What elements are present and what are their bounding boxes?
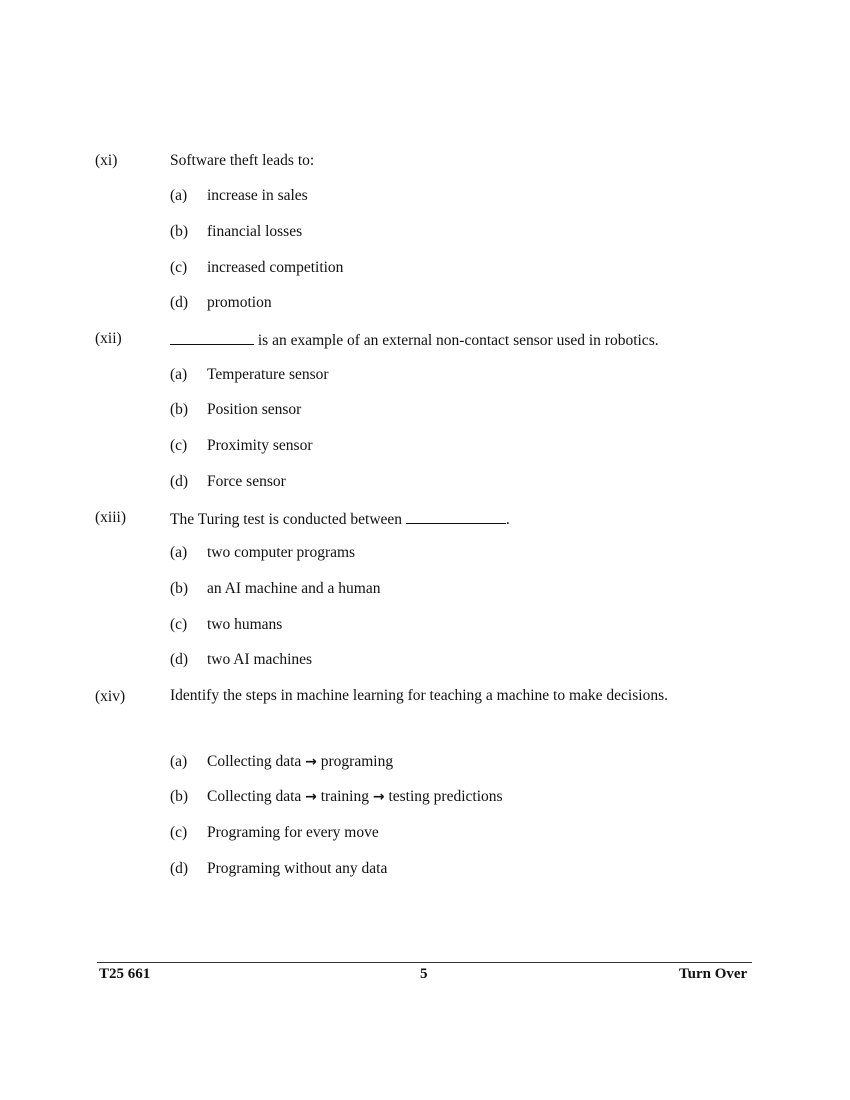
option-text: two humans — [207, 616, 283, 633]
footer-divider — [97, 962, 752, 963]
option-letter: (a) — [170, 753, 188, 770]
question-text — [170, 509, 693, 529]
arrow-right-icon: → — [305, 789, 317, 805]
option-text: an AI machine and a human — [207, 580, 381, 597]
option-text: Programing for every move — [207, 824, 379, 841]
question-number: (xiv) — [95, 688, 126, 705]
question-text — [170, 330, 693, 350]
question-text: Software theft leads to: — [170, 152, 315, 169]
option-letter: (c) — [170, 437, 188, 454]
option-text: Proximity sensor — [207, 437, 313, 454]
step-text: Collecting data — [207, 788, 302, 805]
option-letter: (c) — [170, 824, 188, 841]
answer-blank — [170, 330, 254, 345]
step-text: programing — [320, 753, 394, 770]
option-letter: (c) — [170, 259, 188, 276]
question-text-before-blank: The Turing test is conducted between — [170, 511, 403, 528]
option-letter: (d) — [170, 860, 189, 877]
question-number: (xiii) — [95, 509, 126, 526]
option-text: Position sensor — [207, 401, 302, 418]
question-text: Identify the steps in machine learning for teaching a machine to make decisions. — [170, 687, 668, 704]
option-text: increased competition — [207, 259, 344, 276]
question-number: (xii) — [95, 330, 122, 347]
question-text-after-blank: . — [505, 511, 510, 528]
option-letter: (d) — [170, 473, 189, 490]
option-letter: (b) — [170, 401, 189, 418]
option-letter: (a) — [170, 187, 188, 204]
option-letter: (b) — [170, 580, 189, 597]
option-text: increase in sales — [207, 187, 308, 204]
option-text: Temperature sensor — [207, 366, 329, 383]
option-text: promotion — [207, 294, 272, 311]
paper-code: T25 661 — [99, 966, 151, 982]
option-text: Force sensor — [207, 473, 286, 490]
option-letter: (b) — [170, 223, 189, 240]
option-text: two computer programs — [207, 544, 356, 561]
turn-over-label: Turn Over — [679, 966, 748, 982]
option-letter: (a) — [170, 544, 188, 561]
step-text: Collecting data — [207, 753, 302, 770]
option-letter: (d) — [170, 294, 189, 311]
option-text: Programing without any data — [207, 860, 388, 877]
step-text: training — [320, 788, 369, 805]
option-letter: (b) — [170, 788, 189, 805]
question-number: (xi) — [95, 152, 118, 169]
option-text — [207, 753, 393, 771]
option-letter: (a) — [170, 366, 188, 383]
step-text: testing predictions — [388, 788, 503, 805]
option-text: financial losses — [207, 223, 303, 240]
option-letter: (d) — [170, 651, 189, 668]
page-number: 5 — [420, 966, 428, 982]
answer-blank — [406, 509, 506, 524]
arrow-right-icon: → — [305, 754, 317, 770]
option-letter: (c) — [170, 616, 188, 633]
question-text-after-blank: is an example of an external non-contact sensor used in robotics. — [257, 332, 659, 349]
option-text: two AI machines — [207, 651, 313, 668]
option-text — [207, 788, 503, 806]
arrow-right-icon: → — [372, 789, 385, 805]
